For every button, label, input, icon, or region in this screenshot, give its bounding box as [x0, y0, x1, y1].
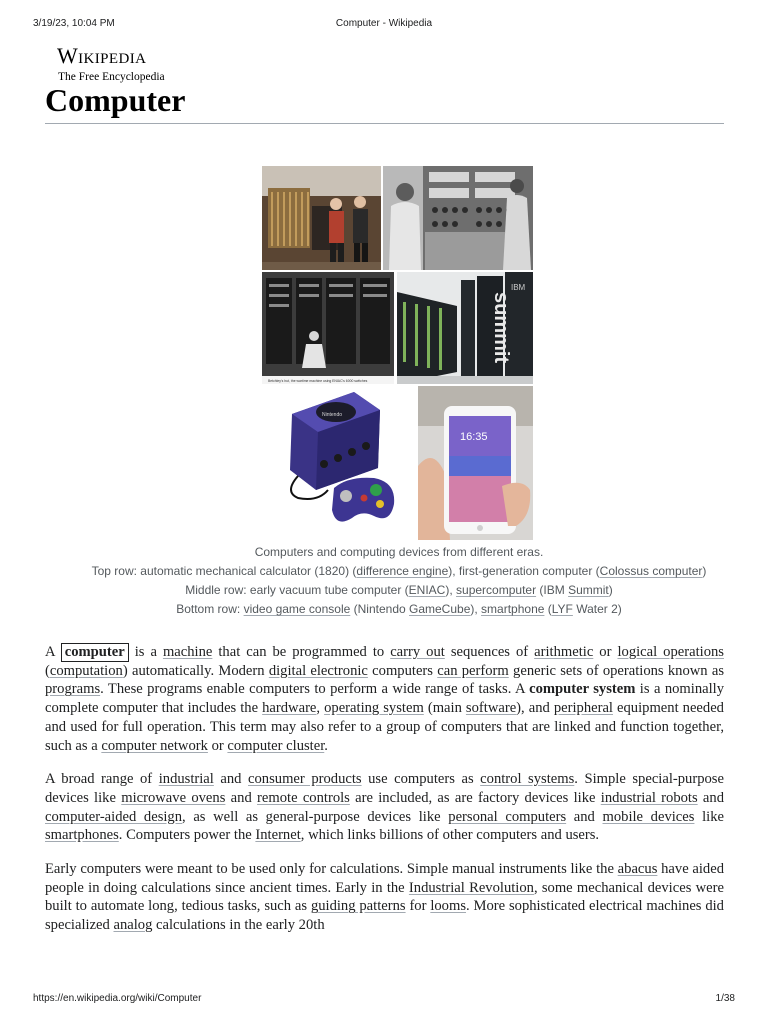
link-personal-computers[interactable]: personal computers [448, 808, 567, 825]
text: , which links billions of other computers and users. [300, 827, 600, 844]
link-gamecube[interactable]: GameCube [409, 602, 471, 616]
text: like [694, 808, 724, 825]
link-guiding-patterns[interactable]: guiding patterns [310, 898, 406, 915]
text: have aided people in doing calculations since ancient times. Early in the [45, 861, 725, 896]
caption-text: ) [608, 583, 613, 597]
caption-text: ), [445, 583, 457, 597]
link-digital-electronic[interactable]: digital electronic [268, 662, 368, 679]
difference-engine-photo[interactable] [262, 166, 381, 270]
caption-text: (Nintendo [350, 602, 409, 616]
text: generic sets of operations known as [508, 662, 725, 679]
link-mobile-devices[interactable]: mobile devices [602, 808, 695, 825]
link-computer-cluster[interactable]: computer cluster [227, 737, 325, 754]
logo-tagline: The Free Encyclopedia [58, 71, 165, 83]
caption-line-2 [40, 562, 758, 581]
link-carry-out[interactable]: carry out [390, 644, 445, 660]
text: is a [128, 644, 163, 660]
paragraph-history [45, 860, 724, 935]
eniac-inscription: Betchley's hut, the wartime machine using ENIAC's 6000 switches [268, 379, 368, 383]
text: . More sophisticated electrical machines did specialized [45, 898, 724, 934]
link-can-perform[interactable]: can perform [437, 662, 509, 679]
difference-engine-illustration [262, 166, 381, 270]
summit-illustration [397, 272, 533, 384]
link-looms[interactable]: looms [430, 898, 467, 915]
text: and [697, 789, 725, 806]
link-computer-network[interactable]: computer network [101, 737, 208, 754]
link-smartphone[interactable]: smartphone [481, 602, 545, 616]
caption-text: Middle row: early vacuum tube computer ( [185, 583, 409, 597]
caption-text: Water 2) [572, 602, 622, 616]
text: Early computers were meant to be used only for calculations. Simple manual instruments like the [45, 861, 618, 878]
article-body [45, 643, 724, 950]
link-control-systems[interactable]: control systems [480, 771, 575, 788]
text: . Computers power the [118, 827, 256, 844]
link-software[interactable]: software [465, 700, 517, 717]
text: ), and [516, 700, 554, 717]
paragraph-uses [45, 770, 724, 845]
smartphone-illustration [418, 386, 533, 540]
caption-line-3 [40, 581, 758, 600]
console-brand-label: Nintendo [322, 412, 343, 418]
title-divider [45, 123, 724, 124]
link-logical-operations[interactable]: logical operations [617, 644, 724, 660]
colossus-photo[interactable] [383, 166, 533, 270]
link-industrial-revolution[interactable]: Industrial Revolution [408, 879, 534, 896]
link-abacus[interactable]: abacus [617, 861, 658, 878]
link-programs[interactable]: programs [45, 681, 101, 698]
text: are included, as are factory devices like [349, 789, 601, 806]
text: for [405, 898, 431, 915]
link-operating-system[interactable]: operating system [324, 700, 424, 717]
bold-term-computer-system: computer system [529, 681, 636, 698]
text: ( [45, 662, 50, 679]
text: . Simple special-purpose devices like [45, 771, 724, 806]
link-difference-engine[interactable]: difference engine [356, 564, 449, 578]
link-computer-aided-design[interactable]: computer-aided design [45, 808, 183, 825]
link-lyf[interactable]: LYF [551, 602, 573, 616]
text: or [593, 644, 618, 660]
text: calculations in the early 20th [152, 917, 325, 934]
link-supercomputer[interactable]: supercomputer [456, 583, 537, 597]
print-page-title: Computer - Wikipedia [335, 18, 433, 29]
caption-text: Top row: automatic mechanical calculator (1820) ( [91, 564, 357, 578]
link-consumer-products[interactable]: consumer products [248, 771, 362, 788]
print-footer [0, 993, 768, 1007]
text: that can be programmed to [212, 644, 391, 660]
text: , some mechanical devices were built to automate long, tedious tasks, such as [45, 879, 724, 915]
link-analog[interactable]: analog [113, 917, 153, 934]
link-summit[interactable]: Summit [568, 583, 609, 597]
page-counter: 1/38 [715, 993, 735, 1004]
text: equipment needed and used for full operation. This term may also refer to a group of computers that are linked and function together, such as a [45, 700, 724, 754]
summit-supercomputer-photo[interactable] [397, 272, 533, 384]
caption-text: (IBM [536, 583, 569, 597]
caption-line-4 [40, 600, 758, 619]
link-internet[interactable]: Internet [255, 827, 301, 844]
eniac-illustration [262, 272, 394, 384]
print-date: 3/19/23, 10:04 PM [33, 18, 115, 29]
image-caption [40, 543, 758, 619]
wikipedia-logo[interactable] [57, 44, 173, 84]
text: or [207, 737, 228, 754]
gamecube-photo[interactable] [278, 386, 406, 532]
gamecube-illustration [278, 386, 406, 532]
phone-clock: 16:35 [460, 431, 488, 443]
text: and [566, 808, 603, 825]
caption-text: Bottom row: [176, 602, 244, 616]
caption-text: ), first-generation computer ( [448, 564, 600, 578]
print-header [0, 18, 768, 32]
caption-line-1: Computers and computing devices from different eras. [254, 545, 544, 559]
text: , [316, 700, 325, 717]
caption-text: ) [702, 564, 707, 578]
text: A [45, 644, 61, 660]
link-hardware[interactable]: hardware [262, 700, 317, 717]
text: is a nominally complete computer that includes the [45, 681, 725, 717]
wordmark-text: Wikipedia [57, 44, 147, 66]
caption-text: ), [470, 602, 482, 616]
caption-text: ( [544, 602, 552, 616]
summit-label: summit [490, 292, 512, 364]
text: A broad range of [45, 771, 159, 788]
logo-wordmark [57, 44, 173, 71]
text: use computers as [361, 771, 481, 788]
text: ) automatically. Modern [122, 662, 269, 679]
print-url: https://en.wikipedia.org/wiki/Computer [33, 993, 202, 1004]
link-industrial-robots[interactable]: industrial robots [600, 789, 698, 806]
text: , as well as general-purpose devices like [182, 808, 449, 825]
text: and [213, 771, 249, 788]
page-title: Computer [45, 82, 186, 118]
paragraph-intro [45, 643, 724, 755]
link-machine[interactable]: machine [162, 644, 213, 660]
wordmark-glyphs [57, 44, 173, 66]
ibm-label: IBM [511, 283, 526, 292]
eniac-photo[interactable] [262, 272, 394, 384]
link-colossus-computer[interactable]: Colossus computer [599, 564, 703, 578]
colossus-illustration [383, 166, 533, 270]
smartphone-photo[interactable] [418, 386, 533, 540]
link-industrial[interactable]: industrial [158, 771, 214, 788]
text: . These programs enable computers to perform a wide range of tasks. A [100, 681, 530, 698]
link-eniac[interactable]: ENIAC [408, 583, 446, 597]
text: computers [367, 662, 438, 679]
link-microwave-ovens[interactable]: microwave ovens [121, 789, 226, 806]
text: . [324, 737, 328, 754]
text: (main [423, 700, 466, 717]
text: and [225, 789, 258, 806]
link-video-game-console[interactable]: video game console [243, 602, 351, 616]
link-arithmetic[interactable]: arithmetic [534, 644, 594, 660]
link-peripheral[interactable]: peripheral [553, 700, 613, 717]
text: sequences of [444, 644, 535, 660]
link-remote-controls[interactable]: remote controls [257, 789, 350, 806]
highlighted-term-computer: computer [61, 643, 129, 662]
link-smartphones[interactable]: smartphones [45, 827, 119, 844]
link-computation[interactable]: computation [49, 662, 123, 679]
